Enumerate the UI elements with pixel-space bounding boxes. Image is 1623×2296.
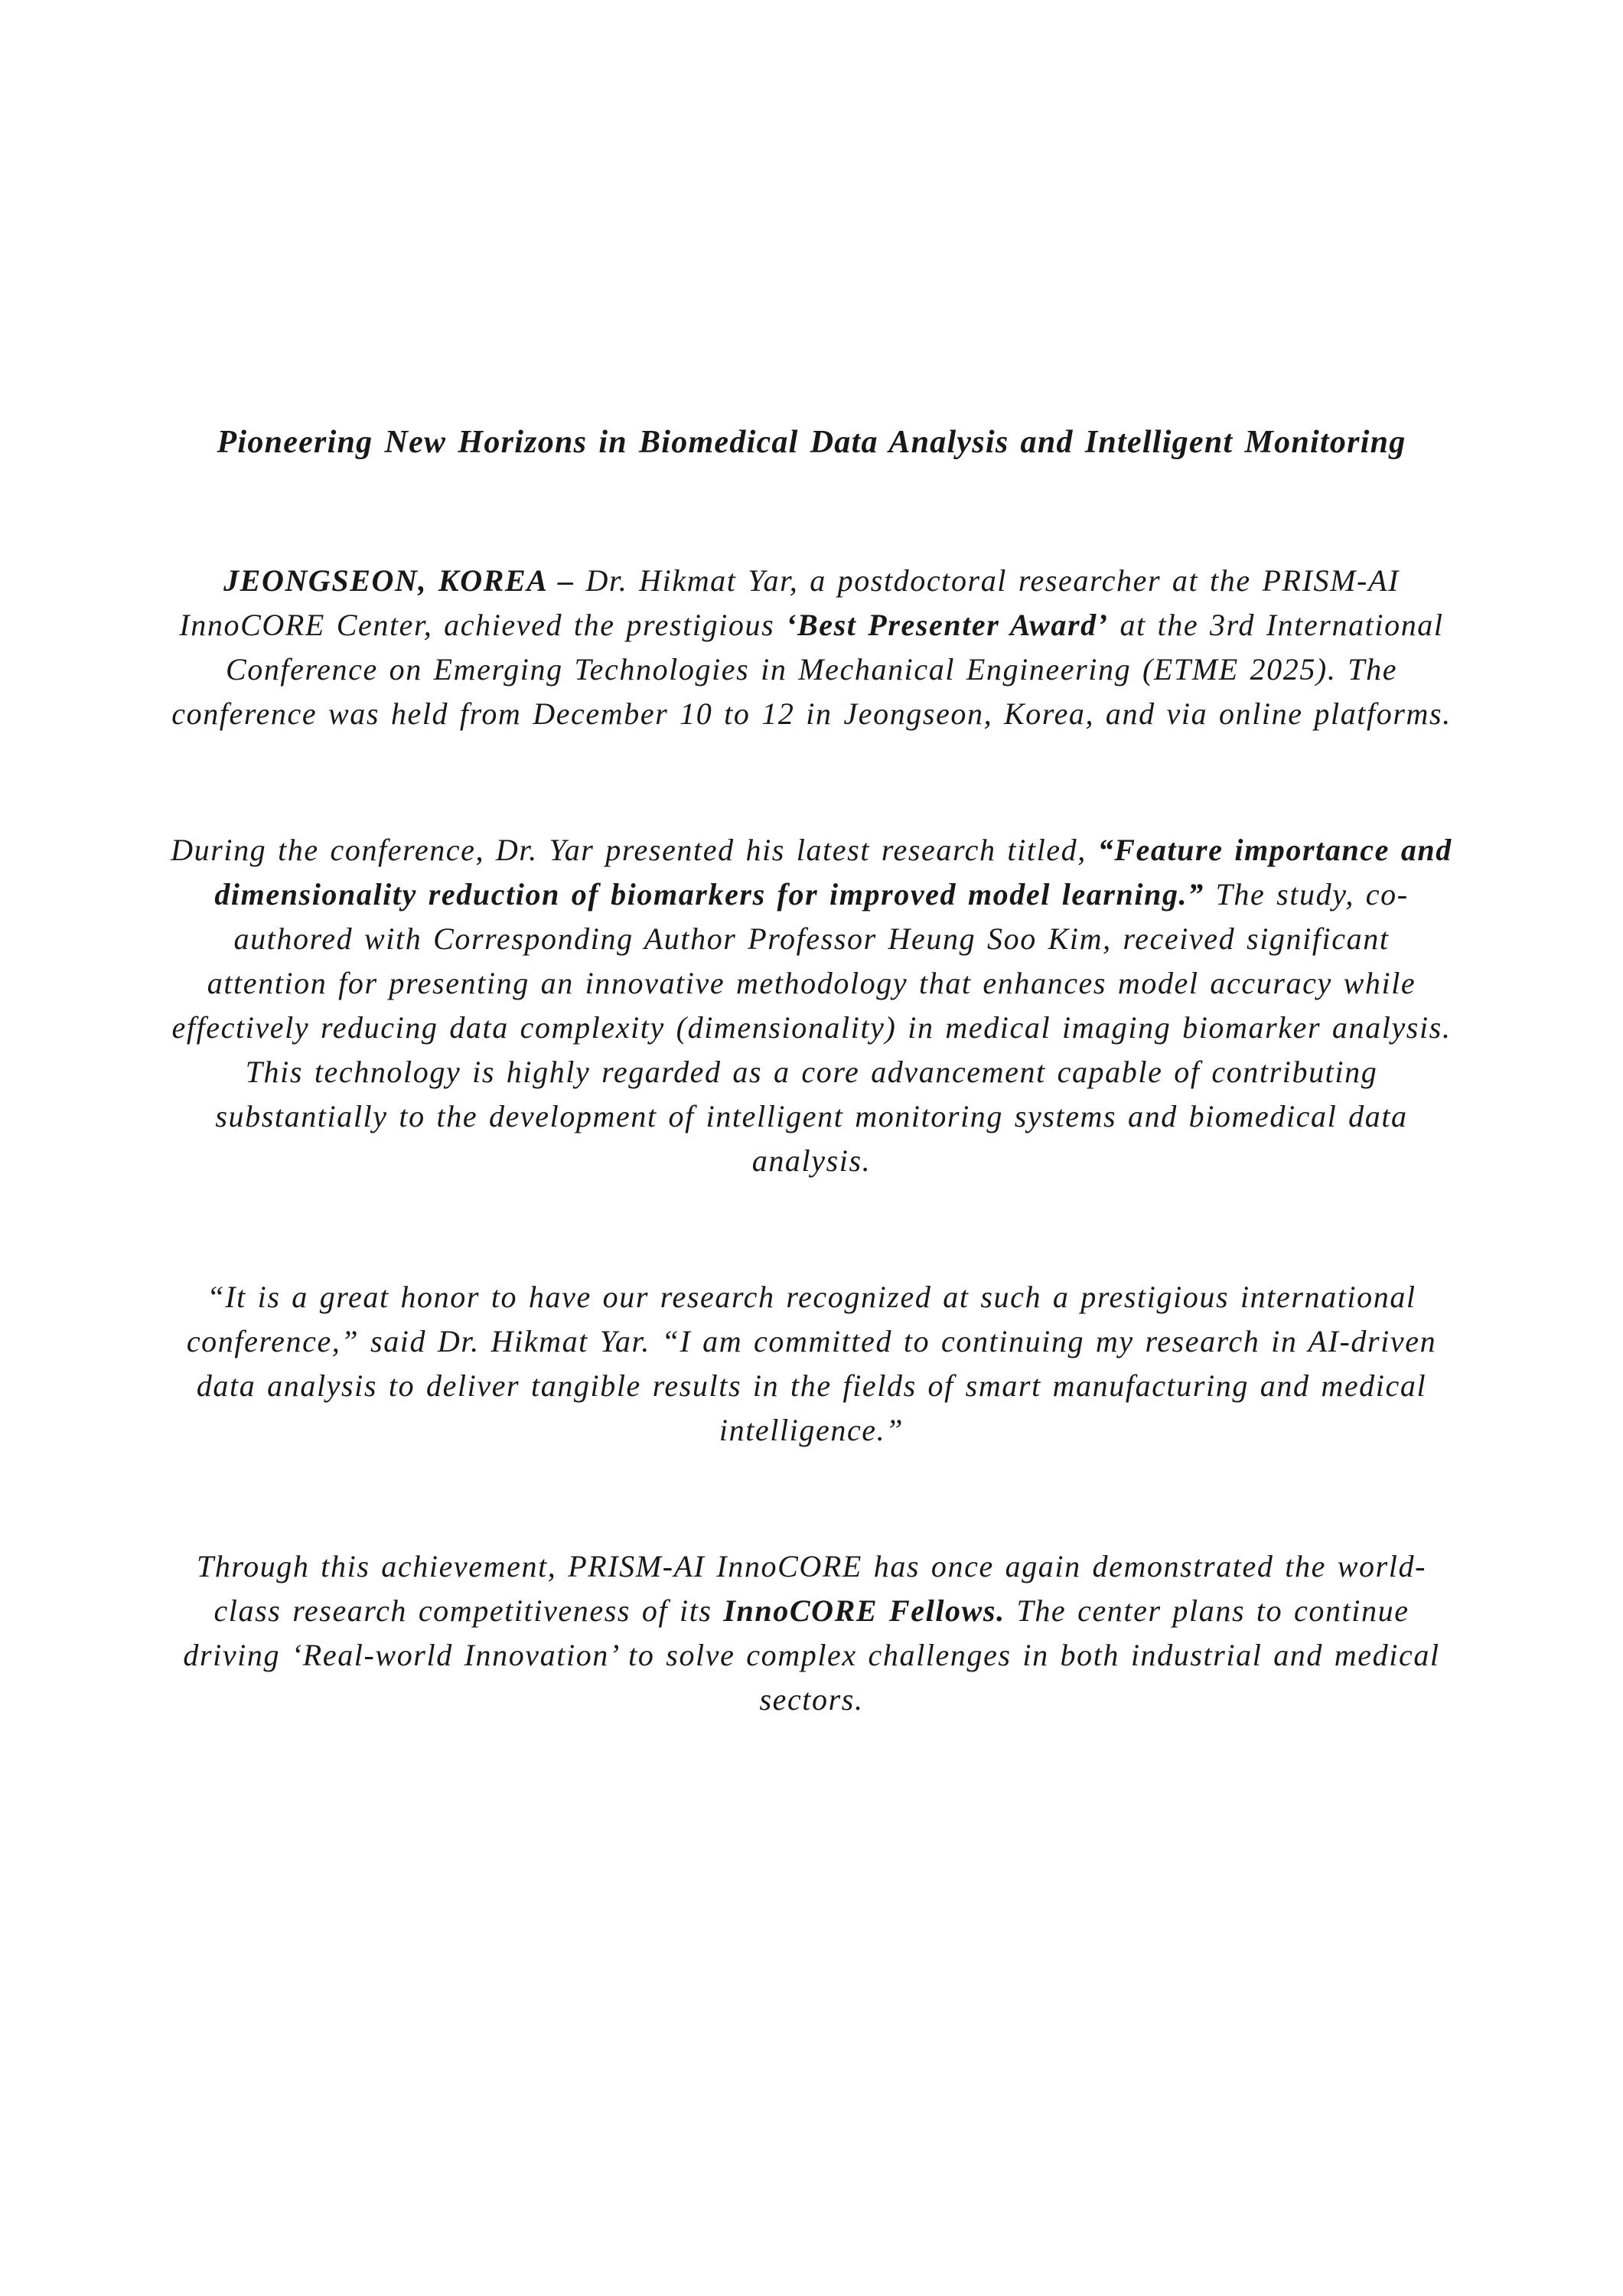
text-run: The study, co-authored with Corresponding Author Professor Heung Soo Kim, received significant attention for presenting an innovative methodology that enhances model accuracy while effectively reducing data complexity (dimensionality) in medical imaging biomarker analysis. This technology is highly regarded as a core advancement capable of contributing substantially to the development of intelligent monitoring systems and biomedical data analysis. [171, 877, 1452, 1178]
text-run-paper-title: “Feature importance and dimensionality reduction of biomarkers for improved model learning.” [214, 833, 1452, 912]
paragraph-quote [169, 1275, 1455, 1453]
paragraph-dateline [169, 559, 1455, 736]
text-run: Dr. Hikmat Yar, a postdoctoral researcher at the PRISM-AI InnoCORE Center, achieved the prestigious [179, 563, 1400, 642]
text-run: “It is a great honor to have our research recognized at such a prestigious international conference,” said Dr. Hikmat Yar. “I am committed to continuing my research in AI-driven data analysis to deliver tangible results in the fields of smart manufacturing and medical intelligence.” [186, 1280, 1437, 1447]
paragraph-research [169, 828, 1455, 1183]
text-run: During the conference, Dr. Yar presented his latest research titled, [171, 833, 1098, 867]
text-run-fellows: InnoCORE Fellows. [723, 1593, 1005, 1628]
text-run: at the 3rd International Conference on Emerging Technologies in Mechanical Engineering (ETME 2025). The conference was held from December 10 to 12 in Jeongseon, Korea, and via online platforms. [171, 608, 1452, 731]
text-run: The center plans to continue driving ‘Real-world Innovation’ to solve complex challenges in both industrial and medical sectors. [183, 1593, 1440, 1717]
paragraph-closing [169, 1544, 1455, 1722]
text-run-dateline: JEONGSEON, KOREA – [223, 563, 586, 598]
document-title: Pioneering New Horizons in Biomedical Data Analysis and Intelligent Monitoring [217, 425, 1406, 460]
text-run-award-name: ‘Best Presenter Award’ [786, 608, 1109, 642]
press-release-document [169, 0, 1455, 1722]
text-run: Through this achievement, PRISM-AI InnoCORE has once again demonstrated the world-class research competitiveness of its [196, 1549, 1427, 1628]
